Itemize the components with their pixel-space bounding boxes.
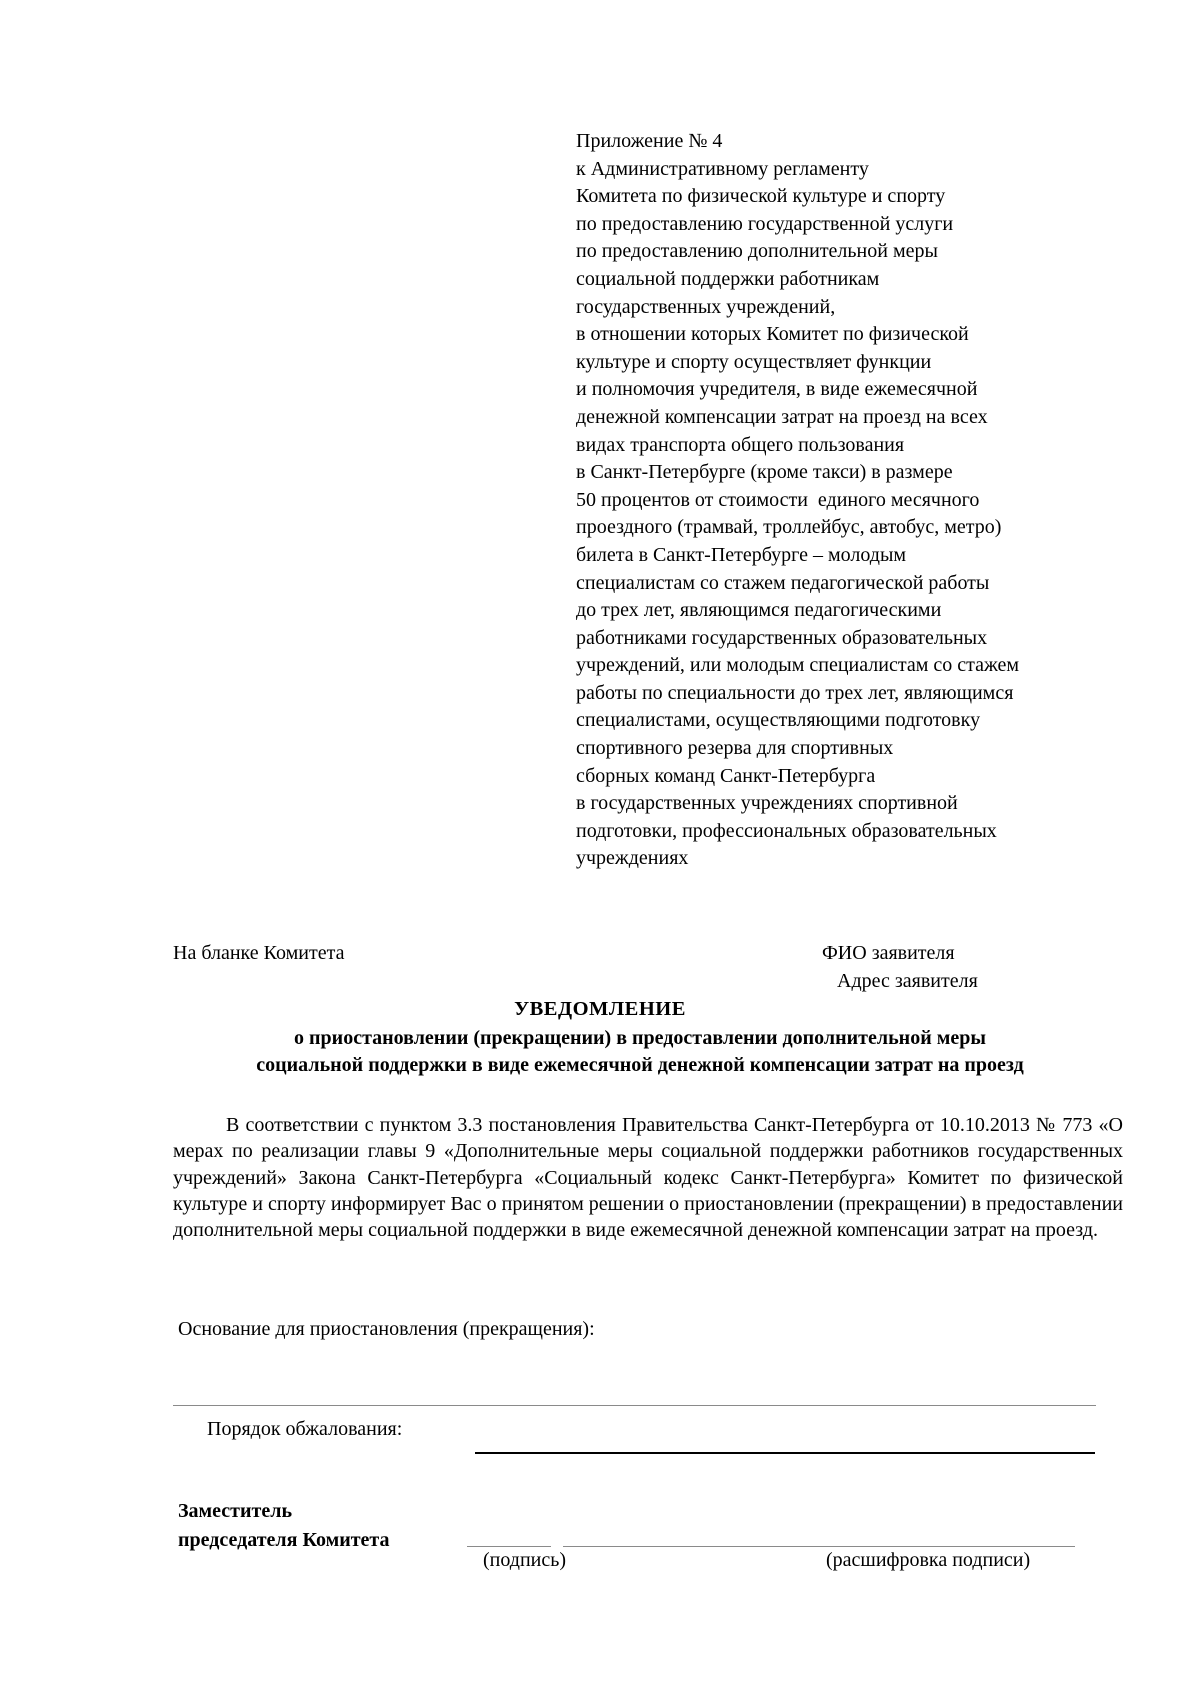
appendix-line: государственных учреждений, <box>576 295 836 318</box>
basis-fill-line <box>173 1405 1096 1406</box>
appendix-line: по предоставлению государственной услуги <box>576 212 954 235</box>
notice-subtitle-line: социальной поддержки в виде ежемесячной денежной компенсации затрат на проезд <box>256 1054 1024 1076</box>
notice-body-paragraph: В соответствии с пунктом 3.3 постановления Правительства Санкт-Петербурга от 10.10.2013 № 773 «О мерах по реализации главы 9 «Дополнительные меры социальной поддержки работников государственных учреждений» Закона Санкт-Петербурга «Социальный кодекс Санкт-Петербурга» Комитет по физической культуре и спорту информирует Вас о принятом решении о приостановлении (прекращении) в предоставлении дополнительной меры социальной поддержки в виде ежемесячной денежной компенсации затрат на проезд. <box>173 1114 1123 1242</box>
signer-title <box>178 1497 390 1555</box>
appendix-line: к Административному регламенту <box>576 157 869 180</box>
signature-decoding-line <box>563 1546 1075 1547</box>
appendix-block <box>576 128 1136 873</box>
basis-label: Основание для приостановления (прекращения): <box>178 1318 595 1340</box>
appendix-line: Комитета по физической культуре и спорту <box>576 185 946 208</box>
appendix-line: специалистами, осуществляющими подготовку <box>576 709 981 732</box>
appendix-line: проездного (трамвай, троллейбус, автобус, метро) <box>576 516 1002 539</box>
applicant-address-label: Адрес заявителя <box>837 970 978 992</box>
appendix-line: Приложение № 4 <box>576 130 723 152</box>
appendix-line: билета в Санкт-Петербурге – молодым <box>576 543 907 566</box>
signature-line <box>467 1546 551 1547</box>
applicant-name-label: ФИО заявителя <box>822 942 955 964</box>
appendix-line: до трех лет, являющимся педагогическими <box>576 599 942 622</box>
notice-subtitle <box>160 1025 1120 1079</box>
appendix-line: специалистам со стажем педагогической работы <box>576 571 990 594</box>
appendix-line: и полномочия учредителя, в виде ежемесячной <box>576 378 978 401</box>
appendix-line: учреждений, или молодым специалистам со стажем <box>576 654 1020 677</box>
appeal-label: Порядок обжалования: <box>207 1418 403 1440</box>
notice-title: УВЕДОМЛЕНИЕ <box>514 998 686 1020</box>
appendix-line: культуре и спорту осуществляет функции <box>576 350 932 373</box>
appendix-line: сборных команд Санкт-Петербурга <box>576 764 876 787</box>
appendix-line: в государственных учреждениях спортивной <box>576 792 958 815</box>
appendix-line: спортивного резерва для спортивных <box>576 737 894 760</box>
signer-title-line: Заместитель <box>178 1500 293 1522</box>
signature-decoding-caption: (расшифровка подписи) <box>826 1549 1031 1571</box>
appendix-line: в Санкт-Петербурге (кроме такси) в размере <box>576 461 953 484</box>
appeal-fill-line <box>475 1452 1095 1454</box>
appendix-line: в отношении которых Комитет по физической <box>576 323 969 346</box>
signature-caption: (подпись) <box>483 1549 567 1571</box>
appendix-line: денежной компенсации затрат на проезд на всех <box>576 405 988 428</box>
appendix-line: социальной поддержки работникам <box>576 267 880 290</box>
appendix-line: видах транспорта общего пользования <box>576 433 905 456</box>
signer-title-line: председателя Комитета <box>178 1529 390 1551</box>
appendix-line: по предоставлению дополнительной меры <box>576 240 938 263</box>
appendix-line: подготовки, профессиональных образовательных <box>576 819 997 842</box>
notice-subtitle-line: о приостановлении (прекращении) в предоставлении дополнительной меры <box>294 1027 986 1049</box>
appendix-line: учреждениях <box>576 847 689 870</box>
appendix-line: работниками государственных образовательных <box>576 626 988 649</box>
appendix-line: 50 процентов от стоимости единого месячного <box>576 488 980 511</box>
committee-blank-label: На бланке Комитета <box>173 942 345 964</box>
appendix-line: работы по специальности до трех лет, являющимся <box>576 681 1014 704</box>
